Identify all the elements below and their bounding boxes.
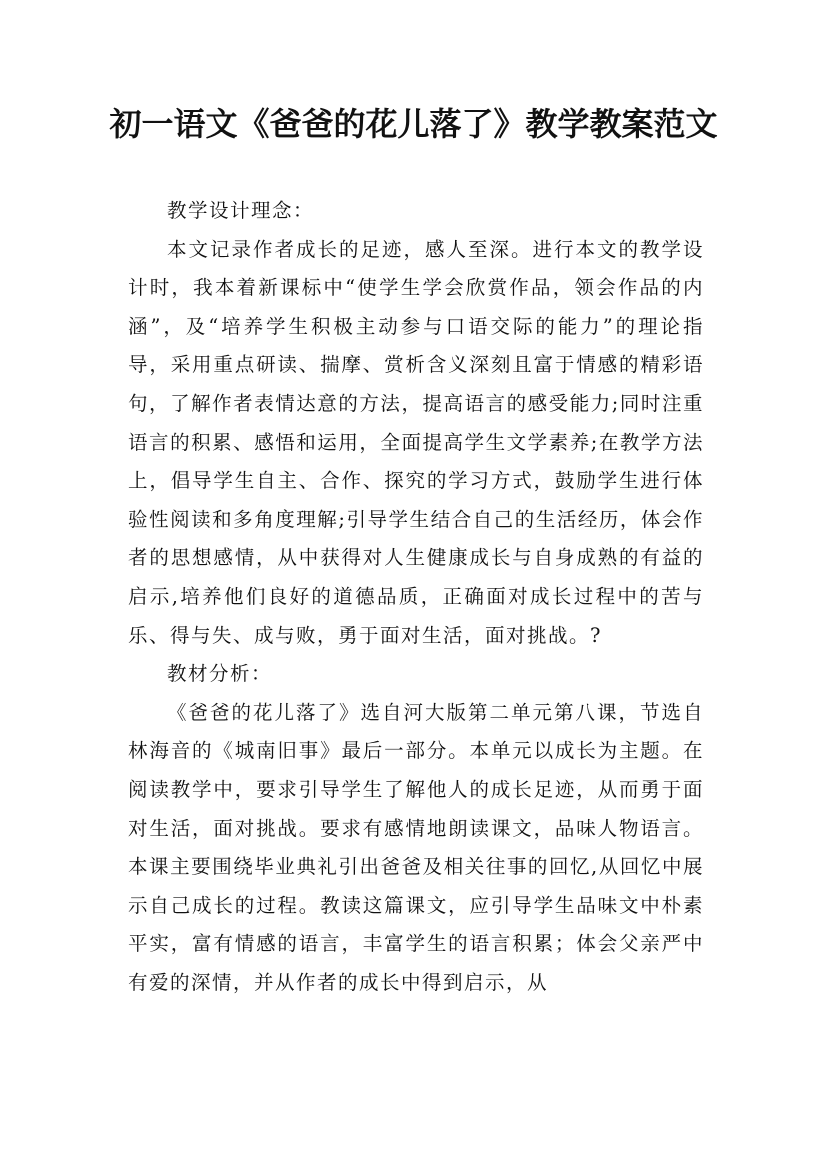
document-title: 初一语文《爸爸的花儿落了》教学教案范文 bbox=[109, 105, 718, 143]
document-body bbox=[128, 192, 704, 1002]
section-heading-material-analysis: 教材分析： bbox=[167, 662, 273, 686]
section-paragraph-design-concept: 本文记录作者成长的足迹，感人至深。进行本文的教学设计时，我本着新课标中“使学生学会欣赏作品，领会作品的内涵”，及“培养学生积极主动参与口语交际的能力”的理论指导，采用重点研读、揣摩、赏析含义深刻且富于情感的精彩语句，了解作者表情达意的方法，提高语言的感受能力;同时注重语言的积累、感悟和运用，全面提高学生文学素养;在教学方法上，倡导学生自主、合作、探究的学习方式，鼓励学生进行体验性阅读和多角度理解;引导学生结合自己的生活经历，体会作者的思想感情，从中获得对人生健康成长与自身成熟的有益的启示,培养他们良好的道德品质，正确面对成长过程中的苦与乐、得与失、成与败，勇于面对生活，面对挑战。? bbox=[128, 237, 704, 647]
section-heading-design-concept: 教学设计理念： bbox=[167, 199, 315, 222]
section-paragraph-material-analysis: 《爸爸的花儿落了》选自河大版第二单元第八课，节选自林海音的《城南旧事》最后一部分。本单元以成长为主题。在阅读教学中，要求引导学生了解他人的成长足迹，从而勇于面对生活，面对挑战。要求有感情地朗读课文，品味人物语言。本课主要围绕毕业典礼引出爸爸及相关往事的回忆,从回忆中展示自己成长的过程。教读这篇课文，应引导学生品味文中朴素平实，富有情感的语言，丰富学生的语言积累；体会父亲严中有爱的深情，并从作者的成长中得到启示，从 bbox=[128, 700, 704, 994]
